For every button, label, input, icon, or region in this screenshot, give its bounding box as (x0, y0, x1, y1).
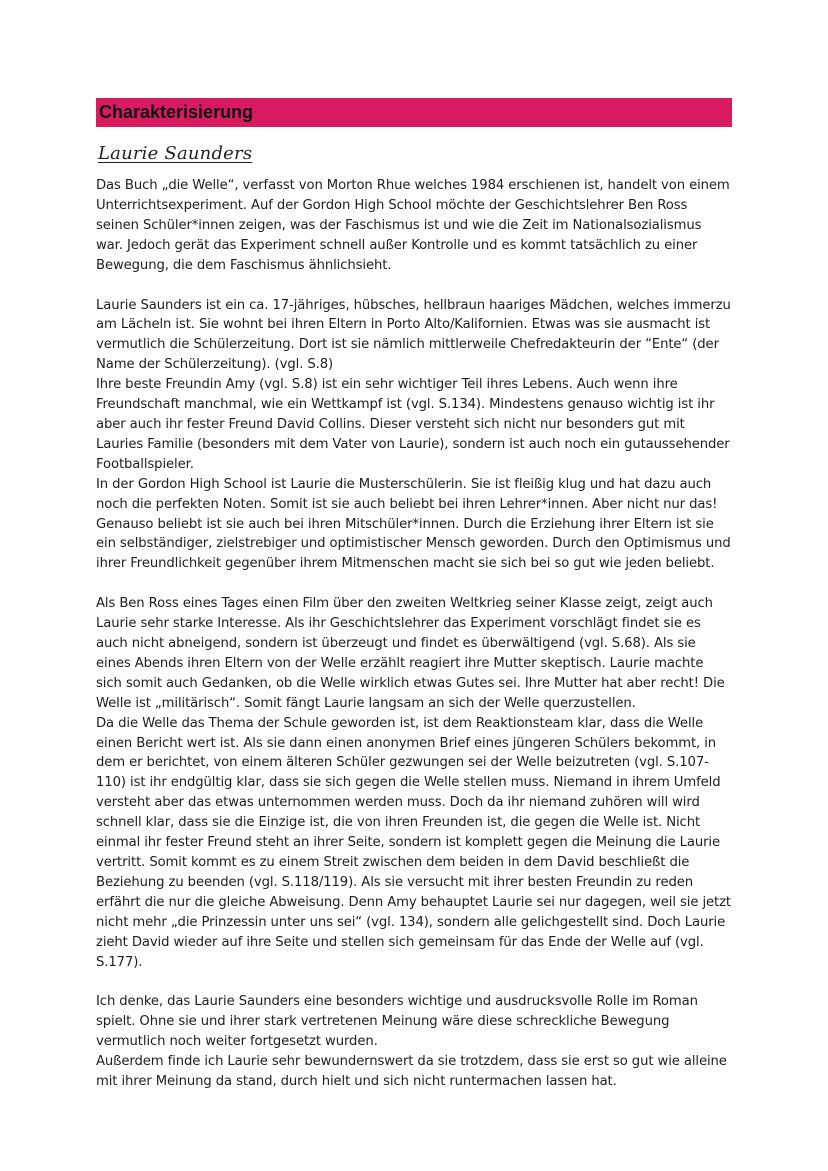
paragraph-appearance: Laurie Saunders ist ein ca. 17-jähriges, hübsches, hellbraun haariges Mädchen, welches immerzu am Lächeln ist. Sie wohnt bei ihren Eltern in Porto Alto/Kalifornien. Etwas was sie ausmacht ist vermutlich die Schülerzeitung. Dort ist sie nämlich mittlerweile Chefredakteurin der “Ente“ (der Name der Schülerzeitung). (vgl. S.8) (96, 297, 731, 373)
paragraph-opinion: Außerdem finde ich Laurie sehr bewundernswert da sie trotzdem, dass sie erst so gut wie alleine mit ihrer Meinung da stand, durch hielt und sich nicht runtermachen lassen hat. (96, 1054, 727, 1090)
body-text (96, 176, 732, 1092)
paragraph-conclusion: Ich denke, das Laurie Saunders eine besonders wichtige und ausdrucksvolle Rolle im Roman spielt. Ohne sie und ihrer stark vertretenen Meinung wäre diese schreckliche Bewegung vermutlich noch weiter fortgesetzt wurden. (96, 994, 698, 1050)
paragraph-relationships: Ihre beste Freundin Amy (vgl. S.8) ist ein sehr wichtiger Teil ihres Lebens. Auch wenn ihre Freundschaft manchmal, wie ein Wettkampf ist (vgl. S.134). Mindestens genauso wichtig ist ihr aber auch ihr fester Freund David Collins. Dieser versteht sich nicht nur besonders gut mit Lauries Familie (besonders mit dem Vater von Laurie), sondern ist auch noch ein gutaussehender Footballspieler. (96, 377, 730, 472)
paragraph-conflict: Da die Welle das Thema der Schule geworden ist, ist dem Reaktionsteam klar, dass die Welle einen Bericht wert ist. Als sie dann einen anonymen Brief eines jüngeren Schülers bekommt, in dem er berichtet, von einem älteren Schüler gezwungen sei der Welle beizutreten (vgl. S.107-110) ist ihr endgültig klar, dass sie sich gegen die Welle stellen muss. Niemand in ihrem Umfeld versteht aber das etwas unternommen werden muss. Doch da ihr niemand zuhören will wird schnell klar, dass sie die Einzige ist, die von ihren Freunden ist, die gegen die Welle ist. Nicht einmal ihr fester Freund steht an ihrer Seite, sondern ist komplett gegen die Meinung die Laurie vertritt. Somit kommt es zu einem Streit zwischen dem beiden in dem David beschließt die Beziehung zu beenden (vgl. S.118/119). Als sie versucht mit ihrer besten Freundin zu reden erfährt die nur die gleiche Abweisung. Denn Amy behauptet Laurie sei nur dagegen, weil sie jetzt nicht mehr „die Prinzessin unter uns sei“ (vgl. 134), sondern alle gelichgestellt sind. Doch Laurie zieht David wieder auf ihre Seite und stellen sich gemeinsam für das Ende der Welle auf (vgl. S.177). (96, 715, 731, 970)
section-heading: Charakterisierung (96, 98, 732, 127)
paragraph-experiment: Als Ben Ross eines Tages einen Film über den zweiten Weltkrieg seiner Klasse zeigt, zeigt auch Laurie sehr starke Interesse. Als ihr Geschichtslehrer das Experiment vorschlägt findet sie es auch nicht abneigend, sondern ist überzeugt und findet es überwältigend (vgl. S.68). Als sie eines Abends ihren Eltern von der Welle erzählt reagiert ihre Mutter skeptisch. Laurie machte sich somit auch Gedanken, ob die Welle wirklich etwas Gutes sei. Ihre Mutter hat aber recht! Die Welle ist „militärisch“. Somit fängt Laurie langsam an sich der Welle querzustellen. (96, 596, 725, 711)
paragraph-school: In der Gordon High School ist Laurie die Musterschülerin. Sie ist fleißig klug und hat dazu auch noch die perfekten Noten. Somit ist sie auch beliebt bei ihren Lehrer*innen. Aber nicht nur das! Genauso beliebt ist sie auch bei ihren Mitschüler*innen. Durch die Erziehung ihrer Eltern ist sie ein selbständiger, zielstrebiger und optimistischer Mensch geworden. Durch den Optimismus und ihrer Freundlichkeit gegenüber ihrem Mitmenschen macht sie sich bei so gut wie jeden beliebt. (96, 476, 731, 572)
paragraph-intro: Das Buch „die Welle“, verfasst von Morton Rhue welches 1984 erschienen ist, handelt von einem Unterrichtsexperiment. Auf der Gordon High School möchte der Geschichtslehrer Ben Ross seinen Schüler*innen zeigen, was der Faschismus ist und wie die Zeit im Nationalsozialismus war. Jedoch gerät das Experiment schnell außer Kontrolle und es kommt tatsächlich zu einer Bewegung, die dem Faschismus ähnlichsieht. (96, 178, 730, 273)
document-page (96, 98, 732, 1092)
character-name-title: Laurie Saunders (98, 143, 253, 164)
